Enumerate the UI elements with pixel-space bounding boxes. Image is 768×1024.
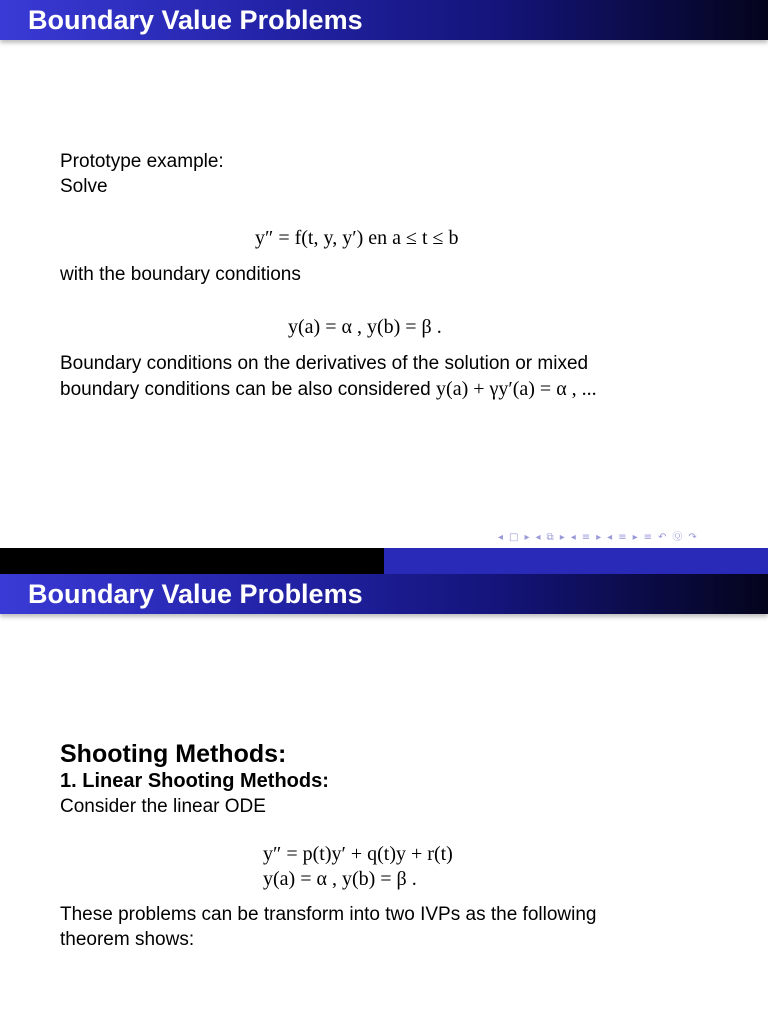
- header-strip-right: [384, 548, 768, 574]
- nav-frame-icon[interactable]: □: [509, 532, 519, 543]
- note-line-2-text: boundary conditions can be also considered: [60, 379, 437, 400]
- note-line-1: Boundary conditions on the derivatives of the solution or mixed: [60, 353, 589, 374]
- slide-title: Boundary Value Problems: [28, 5, 363, 35]
- nav-search-icon[interactable]: Ⓠ: [672, 532, 683, 543]
- nav-prev-icon[interactable]: ◂: [607, 532, 613, 543]
- beamer-navigation: [498, 530, 764, 546]
- section-heading: Shooting Methods:: [60, 740, 287, 768]
- nav-forward-icon[interactable]: ↷: [688, 532, 697, 543]
- nav-prev-icon[interactable]: ◂: [498, 532, 504, 543]
- closing-line-2: theorem shows:: [60, 929, 195, 950]
- section-subheading: 1. Linear Shooting Methods:: [60, 770, 329, 792]
- consider-text: Consider the linear ODE: [60, 796, 266, 817]
- title-bar: [0, 0, 768, 40]
- nav-next-icon[interactable]: ▸: [632, 532, 638, 543]
- equation-line-1: y″ = p(t)y′ + q(t)y + r(t): [263, 843, 453, 865]
- intro-verb: Solve: [60, 176, 108, 197]
- slide-title: Boundary Value Problems: [28, 579, 363, 609]
- equation-main: y″ = f(t, y, y′) en a ≤ t ≤ b: [255, 227, 459, 249]
- note-line-2: [60, 377, 597, 402]
- nav-outline-icon[interactable]: ≡: [643, 532, 653, 543]
- nav-section-icon[interactable]: ≡: [581, 532, 591, 543]
- nav-next-icon[interactable]: ▸: [559, 532, 565, 543]
- nav-prev-icon[interactable]: ◂: [535, 532, 541, 543]
- nav-subsection-icon[interactable]: ⧉: [546, 532, 554, 543]
- note-line-2-math: y(a) + γy′(a) = α , ...: [436, 378, 597, 400]
- closing-line-1: These problems can be transform into two IVPs as the following: [60, 904, 597, 925]
- nav-back-icon[interactable]: ↶: [658, 532, 667, 543]
- nav-next-icon[interactable]: ▸: [524, 532, 530, 543]
- header-strip-left: [0, 548, 384, 574]
- equation-line-2: y(a) = α , y(b) = β .: [263, 868, 417, 890]
- nav-next-icon[interactable]: ▸: [596, 532, 602, 543]
- nav-prev-icon[interactable]: ◂: [570, 532, 576, 543]
- bc-label: with the boundary conditions: [60, 264, 301, 285]
- title-bar: [0, 574, 768, 614]
- intro-label: Prototype example:: [60, 151, 224, 172]
- slide-2: [0, 548, 768, 1024]
- equation-bc: y(a) = α , y(b) = β .: [288, 316, 442, 338]
- nav-document-icon[interactable]: ≡: [618, 532, 627, 543]
